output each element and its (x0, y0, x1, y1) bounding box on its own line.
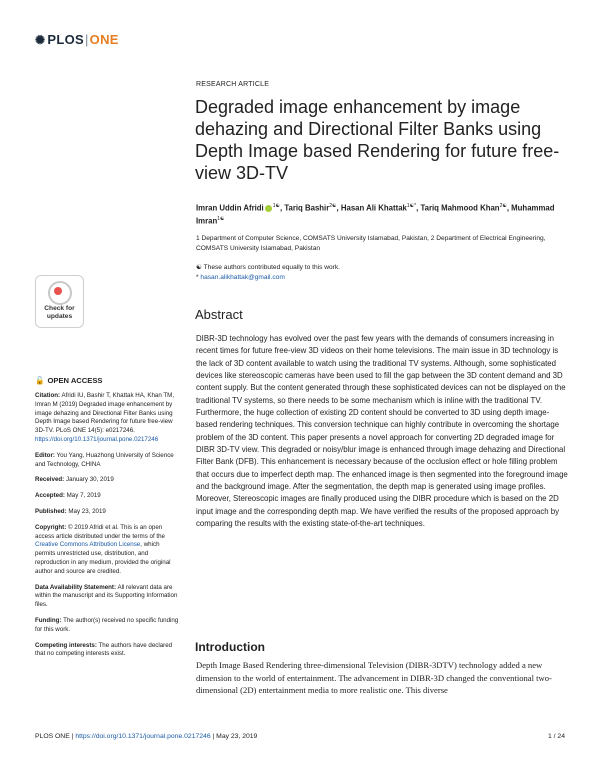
equal-contribution-note: ☯ These authors contributed equally to this work. (196, 264, 340, 271)
author-name[interactable]: Tariq Bashir (284, 203, 330, 213)
introduction-heading: Introduction (195, 640, 265, 654)
received-date: Received: January 30, 2019 (35, 476, 114, 484)
citation-block: Citation: Afridi IU, Bashir T, Khattak HA, Khan TM, Imran M (2019) Degraded image enhancement by image dehazing and Directional Filter Banks using Depth Image based Rendering for future free-view 3D-TV. PLoS ONE 14(5): e0217246. https://doi.org/10.1371/journal.pone.0217246 (35, 392, 175, 443)
open-access-label: 🔓 OPEN ACCESS (35, 376, 103, 385)
article-type-label: RESEARCH ARTICLE (196, 81, 270, 88)
author-name[interactable]: Hasan Ali Khattak (340, 203, 407, 213)
author-name[interactable]: Tariq Mahmood Khan (420, 203, 500, 213)
check-for-updates-badge[interactable]: Check for updates (35, 275, 84, 328)
orcid-icon[interactable] (265, 205, 272, 212)
author-name[interactable]: Imran Uddin Afridi (196, 203, 264, 213)
competing-interests-block: Competing interests: The authors have declared that no competing interests exist. (35, 641, 173, 658)
editor-block: Editor: You Yang, Huazhong University of Science and Technology, CHINA (35, 451, 174, 468)
accepted-date: Accepted: May 7, 2019 (35, 492, 101, 500)
funding-block: Funding: The author(s) received no specific funding for this work. (35, 616, 179, 633)
author-notes: ☯ These authors contributed equally to this work. * hasan.alikhattak@gmail.com (196, 263, 576, 282)
affiliations: 1 Department of Computer Science, COMSATS University Islamabad, Pakistan, 2 Department of Electrical Engineering, COMSATS University Islamabad, Pakistan (196, 235, 546, 252)
footer-journal: PLOS ONE (35, 733, 70, 740)
cc-license-link[interactable]: Creative Commons Attribution License (35, 541, 141, 549)
journal-logo[interactable]: ✺ PLOS|ONE (35, 32, 119, 47)
data-availability-block: Data Availability Statement: All relevant data are within the manuscript and its Supporting Information files. (35, 583, 178, 609)
page-footer: PLOS ONE | https://doi.org/10.1371/journal.pone.0217246 | May 23, 2019 1 / 24 (35, 733, 565, 740)
logo-one-text: ONE (89, 32, 119, 47)
abstract-text: DIBR-3D technology has evolved over the past few years with the demands of consumers increasing in recent times for future free-view 3D videos on their home televisions. The main issue in 3D technology is the lack of 3D content available to watch using the traditional TV systems. Although, some sophisticated devices like stereoscopic cameras have been used to fill the gap between the 3D content demand and 3D content supply. But the content generated through these sophisticated devices can not be displayed on the traditional TV systems, so there needs to be some mechanism which is inline with the traditional TV. Furthermore, the huge collection of existing 2D content should be converted to 3D using depth image-based rendering techniques. This conversion technique can highly contribute in overcoming the shortage problem of the 3D content. This paper presents a novel approach for converting 2D degraded image for DIBR 3D-TV view. This degraded or noisy/blur image is enhanced through image dehazing and Directional Filter Bank (DFB). This enhancement is necessary because of the occlusion effect or hole filling problem that occurs due to imperfect depth map. The enhanced image is then segmented into the foreground image and the background image. After the segmentation, the depth map is generated using image profiles. Moreover, Stereoscopic images are finally produced using the DIBR procedure which is based on the 2D input image and the corresponding depth map. We have verified the results of the proposed approach by comparing the results with the existing state-of-the-art techniques. (196, 334, 568, 529)
footer-date: May 23, 2019 (216, 733, 258, 740)
footer-doi-link[interactable]: https://doi.org/10.1371/journal.pone.0217246 (75, 733, 211, 740)
article-title: Degraded image enhancement by image dehazing and Directional Filter Banks using Depth Image based Rendering for future free-view 3D-TV (195, 97, 560, 183)
logo-plos-text: PLOS (47, 32, 84, 47)
introduction-text: Depth Image Based Rendering three-dimensional Television (DIBR-3DTV) technology added a new dimension to the world of entertainment. The advancement in DIBR-3D changed the conventional two-dimensional (2D) entertainment media to more realistic one. This diverse (196, 660, 552, 696)
published-date: Published: May 23, 2019 (35, 507, 106, 515)
copyright-block: Copyright: © 2019 Afridi et al. This is an open access article distributed under the terms of the Creative Commons Attribution License, which permits unrestricted use, distribution, and reproduction in any medium, provided the original author and source are credited. (35, 523, 171, 575)
page-number: 1 / 24 (547, 733, 565, 740)
corresponding-email-link[interactable]: hasan.alikhattak@gmail.com (200, 273, 285, 281)
update-check-icon (48, 281, 72, 305)
article-info-sidebar (35, 392, 181, 666)
abstract-heading: Abstract (195, 307, 243, 322)
open-lock-icon: 🔓 (35, 376, 45, 385)
citation-doi-link[interactable]: https://doi.org/10.1371/journal.pone.0217246 (35, 435, 159, 443)
author-list: Imran Uddin Afridi $^{1☯}$, Tariq Bashir$^{2☯}$, Hasan Ali Khattak$^{1☯*}$, Tariq Mahmood Khan$^{2☯}$, Muhammad Imran$^{1☯}$ (196, 203, 555, 226)
author-name[interactable]: Muhammad Imran (196, 203, 555, 226)
plos-logo-icon: ✺ (35, 33, 46, 47)
